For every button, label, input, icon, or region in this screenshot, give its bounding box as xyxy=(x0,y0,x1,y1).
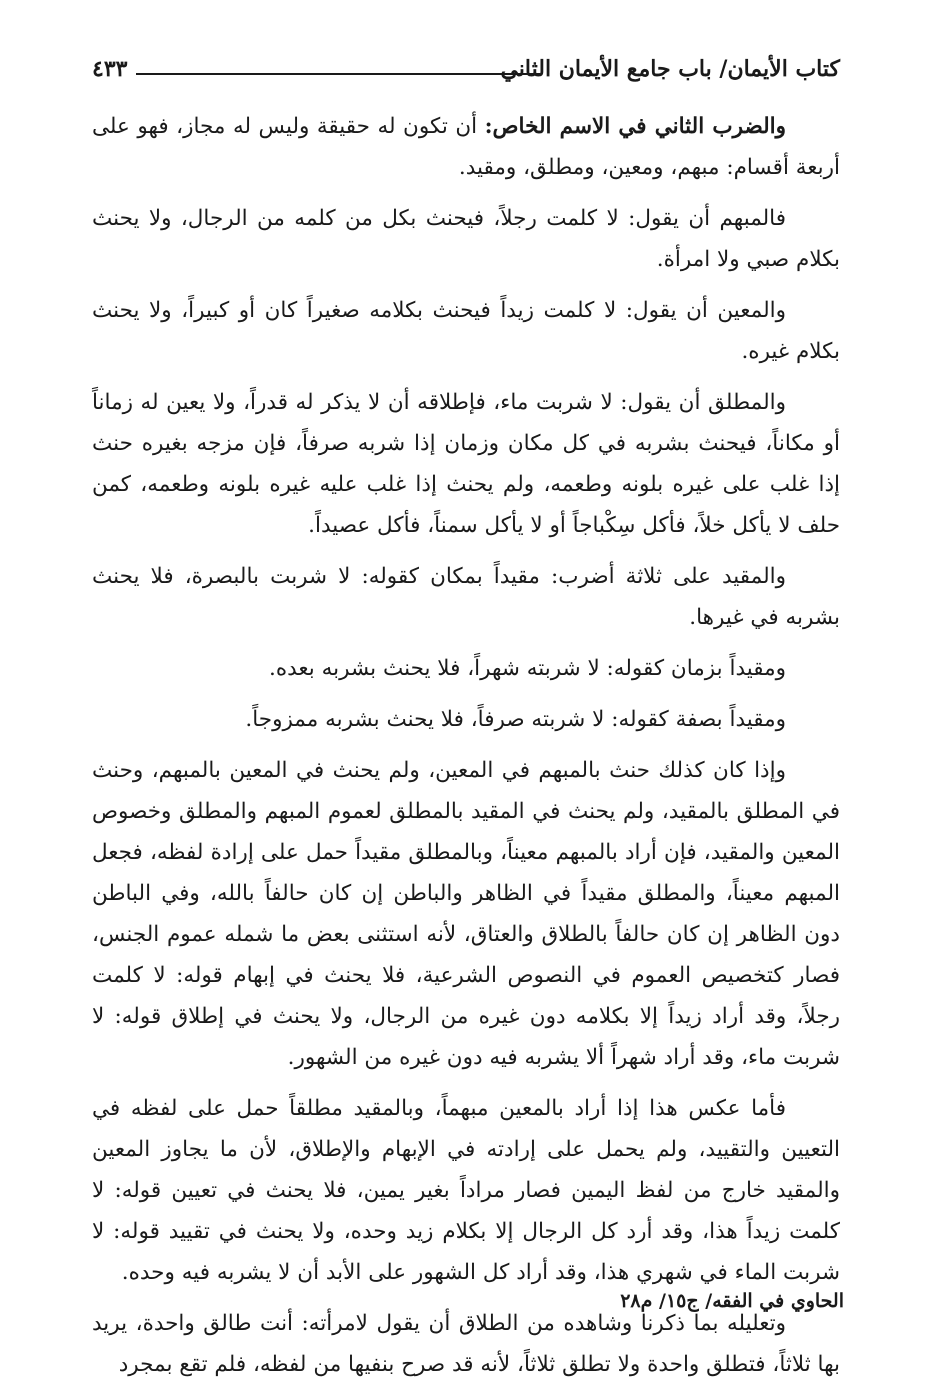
header-rule xyxy=(136,73,540,75)
paragraph xyxy=(92,1303,840,1385)
paragraph-text: أن تكون له حقيقة وليس له مجاز، فهو على أربعة أقسام: مبهم، ومعين، ومطلق، ومقيد. xyxy=(92,114,840,180)
paragraph xyxy=(92,290,840,372)
paragraph xyxy=(92,750,840,1078)
paragraph-text: ومقيداً بصفة كقوله: لا شربته صرفاً، فلا يحنث بشربه ممزوجاً. xyxy=(245,707,786,732)
paragraph xyxy=(92,382,840,546)
paragraph-text: فأما عكس هذا إذا أراد بالمعين مبهماً، وبالمقيد مطلقاً حمل على لفظه في التعيين والتقييد، ولم يحمل على إرادته في الإبهام والإطلاق، لأن ما يجاوز المعين والمقيد خارج من لفظ اليمين فصار مراداً بغير يمين، فلا يحنث في تعيين قوله: لا كلمت زيداً هذا، وقد أرد كل الرجال إلا بكلام زيد وحده، ولا يحنث في تقييد قوله: لا شربت الماء في شهري هذا، وقد أراد كل الشهور على الأبد أن لا يشربه فيه وحده. xyxy=(92,1096,840,1285)
paragraph-text: وتعليله بما ذكرنا وشاهده من الطلاق أن يقول لامرأته: أنت طالق واحدة، يريد بها ثلاثاً، فتطلق واحدة ولا تطلق ثلاثاً، لأنه قد صرح بنفيها من لفظه، فلم تقع بمجرد xyxy=(92,1311,840,1377)
paragraph xyxy=(92,198,840,280)
paragraph xyxy=(92,556,840,638)
chapter-title: كتاب الأيمان/ باب جامع الأيمان الثاني xyxy=(500,56,840,82)
paragraph-text: ومقيداً بزمان كقوله: لا شربته شهراً، فلا يحنث بشربه بعده. xyxy=(269,656,786,681)
running-header xyxy=(92,56,840,92)
paragraph-lead: والضرب الثاني في الاسم الخاص: xyxy=(484,114,787,139)
footer-signature: الحاوي في الفقه/ ج١٥/ م٢٨ xyxy=(620,1290,844,1312)
paragraph xyxy=(92,648,840,689)
paragraph-text: وإذا كان كذلك حنث بالمبهم في المعين، ولم يحنث في المعين بالمبهم، وحنث في المطلق بالمقيد، ولم يحنث في المقيد بالمطلق لعموم المبهم والمطلق وخصوص المعين والمقيد، فإن أراد بالمبهم معيناً، وبالمطلق مقيداً حمل على إرادة لفظه، فجعل المبهم معيناً، والمطلق مقيداً في الظاهر والباطن إن كان حالفاً بالله، وفي الباطن دون الظاهر إن كان حالفاً بالطلاق والعتاق، لأنه استثنى بعض ما شمله عموم الجنس، فصار كتخصيص العموم في النصوص الشرعية، فلا يحنث في إبهام قوله: لا كلمت رجلاً، وقد أراد زيداً إلا بكلامه دون غيره من الرجال، ولا يحنث في إطلاق قوله: لا شربت ماء، وقد أراد شهراً ألا يشربه فيه دون غيره من الشهور. xyxy=(92,758,840,1070)
paragraph-text: والمطلق أن يقول: لا شربت ماء، فإطلاقه أن لا يذكر له قدراً، ولا يعين له زماناً أو مكاناً، فيحنث بشربه في كل مكان وزمان إذا شربه صرفاً، فإن مزجه بغيره حنث إذا غلب على غيره بلونه وطعمه، ولم يحنث إذا غلب عليه غيره بلونه وطعمه، كمن حلف لا يأكل خلاً، فأكل سِكْباجاً أو لا يأكل سمناً، فأكل عصيداً. xyxy=(92,390,840,538)
paragraph-text: فالمبهم أن يقول: لا كلمت رجلاً، فيحنث بكل من كلمه من الرجال، ولا يحنث بكلام صبي ولا امرأة. xyxy=(92,206,840,272)
paragraph xyxy=(92,699,840,740)
paragraph-text: والمعين أن يقول: لا كلمت زيداً فيحنث بكلامه صغيراً كان أو كبيراً، ولا يحنث بكلام غيره. xyxy=(92,298,840,364)
paragraph-text: والمقيد على ثلاثة أضرب: مقيداً بمكان كقوله: لا شربت بالبصرة، فلا يحنث بشربه في غيرها. xyxy=(92,564,840,630)
page-body xyxy=(92,106,840,1395)
page-number: ٤٣٣ xyxy=(92,56,128,82)
paragraph xyxy=(92,1088,840,1293)
paragraph xyxy=(92,106,840,188)
